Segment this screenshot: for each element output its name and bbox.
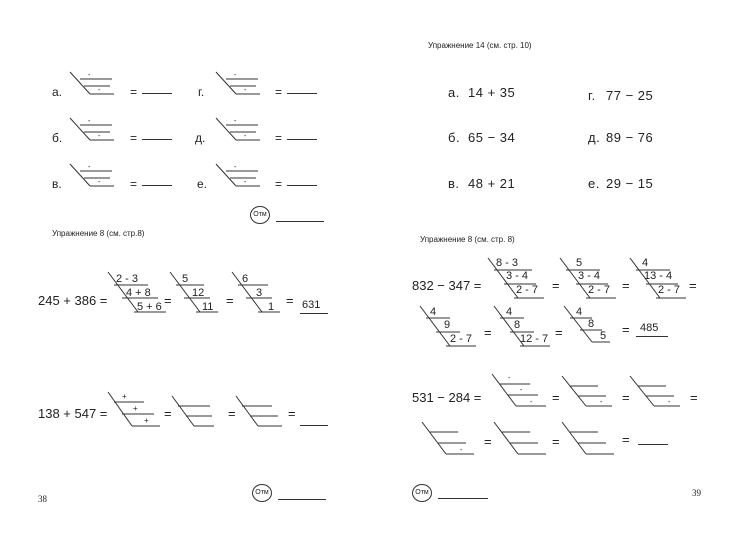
diagram-a xyxy=(70,72,120,98)
r-ex1-eq-6: = xyxy=(622,322,630,337)
svg-text:-: - xyxy=(234,164,237,171)
ex1-c1-r3: 5 + 6 xyxy=(137,301,162,313)
svg-text:-: - xyxy=(600,399,603,406)
svg-text:-: - xyxy=(520,387,523,394)
ex2-plus-1: + xyxy=(122,392,127,401)
otm-mark-bottom-right: Отм xyxy=(412,484,432,502)
svg-text:-: - xyxy=(530,399,533,406)
r-ex1-c1-r3: 2 - 7 xyxy=(516,284,539,296)
answer-blank-e[interactable] xyxy=(287,185,317,186)
ex1-equals-2: = xyxy=(226,293,234,308)
svg-text:-: - xyxy=(244,87,247,94)
equals-b: = xyxy=(130,131,138,145)
ex2-plus-3: + xyxy=(144,416,149,425)
ex1-c3-r3: 1 xyxy=(268,301,275,313)
r-ex1-c3-r2: 13 - 4 xyxy=(644,270,673,282)
ex1-result: 631 xyxy=(302,299,321,311)
r-ex1-c3-r3: 2 - 7 xyxy=(658,284,681,296)
r-ex1-c5-r2: 8 xyxy=(514,319,521,331)
equals-d: = xyxy=(275,131,283,145)
exercise-title-left: Упражнение 8 (см. стр.8) xyxy=(52,229,145,238)
r-ex2-diagram-5 xyxy=(494,422,550,458)
diagram-b xyxy=(70,118,120,144)
svg-text:-: - xyxy=(508,375,511,382)
equals-v: = xyxy=(130,177,138,191)
label-g: г. xyxy=(198,85,205,99)
r-ex2-expression: 531 − 284 = xyxy=(412,390,482,405)
diagram-e xyxy=(216,164,266,190)
task-g-expr: 77 − 25 xyxy=(606,88,654,103)
answer-blank-b[interactable] xyxy=(142,139,172,140)
ex2-equals-1: = xyxy=(164,406,172,421)
r-ex1-c4-r2: 9 xyxy=(444,319,451,331)
svg-text:-: - xyxy=(668,399,671,406)
answer-blank-d[interactable] xyxy=(287,139,317,140)
ex1-c2-r1: 5 xyxy=(182,273,189,285)
ex2-diagram-1 xyxy=(108,392,168,432)
equals-g: = xyxy=(275,85,283,99)
r-ex2-diagram-3 xyxy=(630,376,686,410)
r-ex1-c6-r2: 8 xyxy=(588,318,595,330)
answer-blank-g[interactable] xyxy=(287,93,317,94)
answer-blank-v[interactable] xyxy=(142,185,172,186)
r-ex1-eq-4: = xyxy=(484,325,492,340)
ex1-equals-3: = xyxy=(286,293,294,308)
r-ex1-c1-r2: 3 - 4 xyxy=(506,270,529,282)
ex2-diagram-2 xyxy=(172,396,222,430)
ex1-c3-r2: 3 xyxy=(256,287,263,299)
svg-text:-: - xyxy=(244,133,247,140)
svg-text:-: - xyxy=(460,447,463,454)
otm-blank-bottom-left[interactable] xyxy=(278,499,326,500)
ex2-plus-2: + xyxy=(133,404,138,413)
task-b-expr: 65 − 34 xyxy=(468,130,516,145)
task-v-label: в. xyxy=(448,176,460,191)
label-b: б. xyxy=(52,131,63,145)
r-ex1-eq-5: = xyxy=(555,325,563,340)
ex1-c1-r2: 4 + 8 xyxy=(126,287,151,299)
task-a-label: а. xyxy=(448,85,460,100)
task-g-label: г. xyxy=(588,88,596,103)
r-ex2-diagram-4 xyxy=(422,422,478,458)
r-ex2-eq-1: = xyxy=(552,390,560,405)
otm-blank-top[interactable] xyxy=(276,221,324,222)
svg-text:-: - xyxy=(88,164,91,171)
label-a: а. xyxy=(52,85,63,99)
r-ex1-eq-1: = xyxy=(552,278,560,293)
ex1-c2-r3: 11 xyxy=(202,301,214,313)
diagram-v xyxy=(70,164,120,190)
label-d: д. xyxy=(195,131,206,145)
ex1-result-line xyxy=(300,313,328,314)
ex2-equals-2: = xyxy=(228,406,236,421)
task-e-expr: 29 − 15 xyxy=(606,176,654,191)
r-ex1-eq-2: = xyxy=(622,278,630,293)
exercise-title-right: Упражнение 8 (см. стр. 8) xyxy=(420,235,515,244)
equals-a: = xyxy=(130,85,138,99)
label-v: в. xyxy=(52,177,62,191)
ex2-expression: 138 + 547 = xyxy=(38,406,108,421)
ex2-answer-blank[interactable] xyxy=(300,425,328,426)
r-ex1-eq-3: = xyxy=(689,278,697,293)
ex1-c3-r1: 6 xyxy=(242,273,249,285)
svg-text:-: - xyxy=(88,118,91,125)
r-ex1-c5-r1: 4 xyxy=(506,306,513,318)
answer-blank-a[interactable] xyxy=(142,93,172,94)
diagram-d xyxy=(216,118,266,144)
r-ex2-diagram-1 xyxy=(492,374,548,410)
otm-blank-bottom-right[interactable] xyxy=(438,498,488,499)
right-header: Упражнение 14 (см. стр. 10) xyxy=(428,41,532,50)
r-ex1-expression: 832 − 347 = xyxy=(412,278,482,293)
svg-text:-: - xyxy=(234,118,237,125)
r-ex2-diagram-2 xyxy=(562,376,618,410)
r-ex1-result-line xyxy=(636,336,668,337)
task-a-expr: 14 + 35 xyxy=(468,85,516,100)
r-ex1-c5-r3: 12 - 7 xyxy=(520,333,549,345)
r-ex1-c6-r3: 5 xyxy=(600,330,607,342)
page-number-right: 39 xyxy=(692,488,701,498)
svg-text:-: - xyxy=(98,133,101,140)
r-ex1-c1-r1: 8 - 3 xyxy=(496,257,519,269)
task-d-label: д. xyxy=(588,130,601,145)
r-ex2-eq-5: = xyxy=(552,434,560,449)
svg-text:-: - xyxy=(234,72,237,79)
r-ex2-eq-6: = xyxy=(622,432,630,447)
ex1-c2-r2: 12 xyxy=(192,287,205,299)
ex1-expression: 245 + 386 = xyxy=(38,293,108,308)
r-ex1-c2-r3: 2 - 7 xyxy=(588,284,611,296)
page-number-left: 38 xyxy=(38,494,47,504)
svg-text:-: - xyxy=(98,87,101,94)
r-ex1-c2-r2: 3 - 4 xyxy=(578,270,601,282)
r-ex2-eq-2: = xyxy=(622,390,630,405)
r-ex1-c4-r1: 4 xyxy=(430,306,437,318)
ex1-c1-r1: 2 - 3 xyxy=(116,273,139,285)
r-ex2-eq-4: = xyxy=(484,434,492,449)
r-ex1-c3-r1: 4 xyxy=(642,257,649,269)
r-ex1-c2-r1: 5 xyxy=(576,257,583,269)
ex2-equals-3: = xyxy=(288,406,296,421)
r-ex2-answer-blank[interactable] xyxy=(638,444,668,445)
svg-text:-: - xyxy=(88,72,91,79)
ex1-equals-1: = xyxy=(164,293,172,308)
diagram-g xyxy=(216,72,266,98)
r-ex2-eq-3: = xyxy=(690,390,698,405)
r-ex1-c6-r1: 4 xyxy=(576,306,583,318)
r-ex1-c4-r3: 2 - 7 xyxy=(450,333,473,345)
task-b-label: б. xyxy=(448,130,461,145)
equals-e: = xyxy=(275,177,283,191)
otm-mark-bottom-left: Отм xyxy=(252,484,272,502)
label-e: е. xyxy=(197,177,208,191)
task-e-label: е. xyxy=(588,176,600,191)
ex2-diagram-3 xyxy=(236,396,286,430)
otm-mark-top: Отм xyxy=(250,206,270,224)
svg-text:-: - xyxy=(244,179,247,186)
task-d-expr: 89 − 76 xyxy=(606,130,654,145)
task-v-expr: 48 + 21 xyxy=(468,176,516,191)
r-ex1-result: 485 xyxy=(640,322,659,334)
svg-text:-: - xyxy=(98,179,101,186)
r-ex2-diagram-6 xyxy=(562,422,618,458)
